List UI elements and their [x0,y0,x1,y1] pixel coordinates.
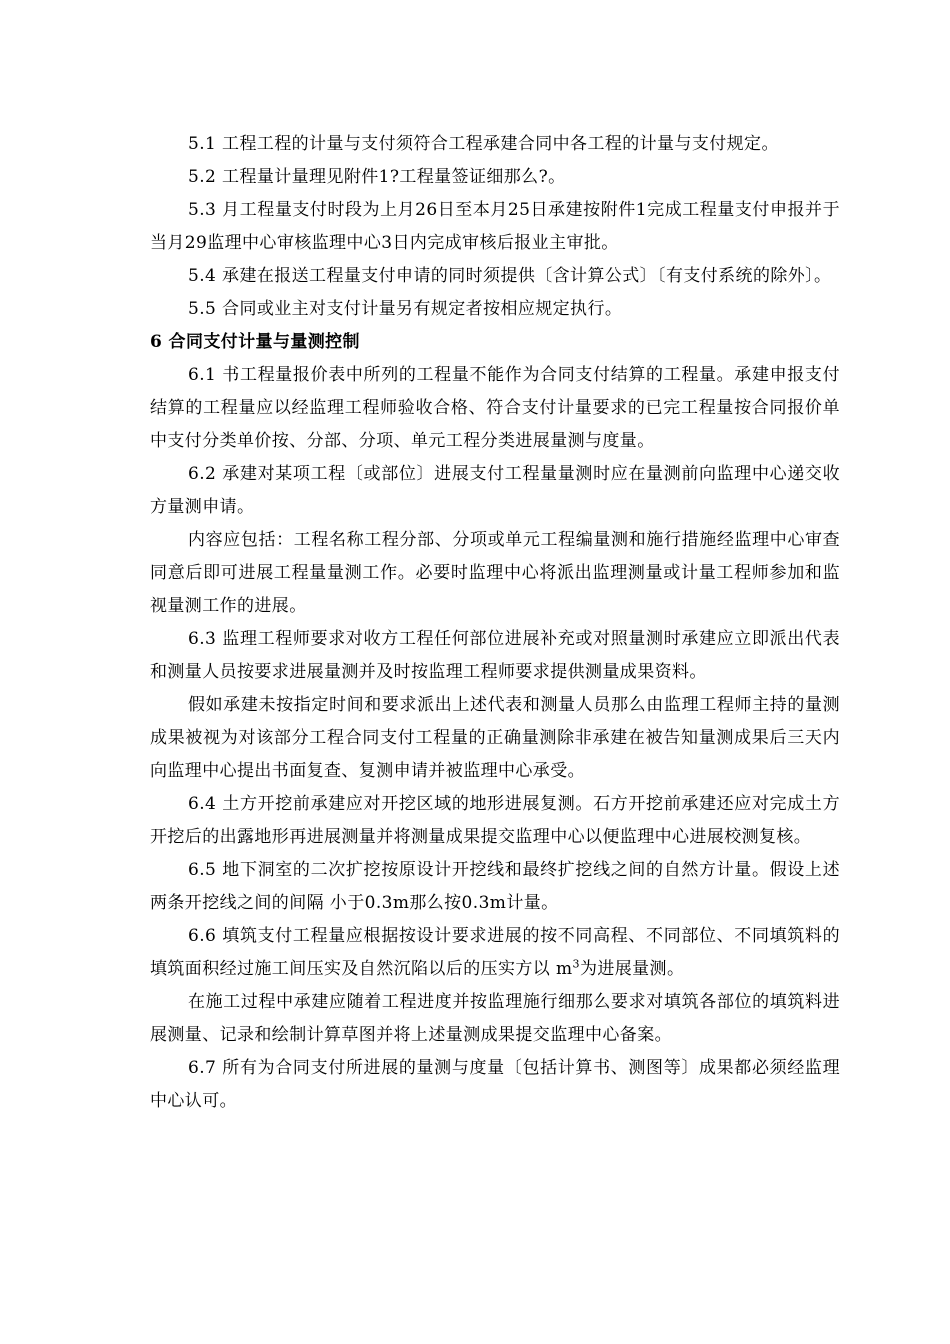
paragraph-6-6 [150,920,840,986]
paragraph-6-4: 6.4 土方开挖前承建应对开挖区域的地形进展复测。石方开挖前承建还应对完成土方开挖后的出露地形再进展测量并将测量成果提交监理中心以便监理中心进展校测复核。 [150,794,840,847]
paragraph-5-1: 5.1 工程工程的计量与支付须符合工程承建合同中各工程的计量与支付规定。 [188,134,779,154]
paragraph-6-6-tail: 为进展量测。 [579,959,685,979]
document-body [150,128,840,1118]
paragraph-6-5: 6.5 地下洞室的二次扩挖按原设计开挖线和最终扩挖线之间的自然方计量。假设上述两条开挖线之间的间隔 小于0.3m那么按0.3m计量。 [150,860,840,913]
paragraph-6-7: 6.7 所有为合同支付所进展的量测与度量〔包括计算书、测图等〕成果都必须经监理中心认可。 [150,1058,840,1111]
paragraph-6-2-content: 内容应包括：工程名称工程分部、分项或单元工程编量测和施行措施经监理中心审查同意后即可进展工程量量测工作。必要时监理中心将派出监理测量或计量工程师参加和监视量测工作的进展。 [150,530,840,616]
paragraph-6-1: 6.1 书工程量报价表中所列的工程量不能作为合同支付结算的工程量。承建申报支付结算的工程量应以经监理工程师验收合格、符合支付计量要求的已完工程量按合同报价单中支付分类单价按、分部、分项、单元工程分类进展量测与度量。 [150,365,840,451]
paragraph-6-2: 6.2 承建对某项工程〔或部位〕进展支付工程量量测时应在量测前向监理中心递交收方量测申请。 [150,464,840,517]
paragraph-5-5: 5.5 合同或业主对支付计量另有规定者按相应规定执行。 [188,299,623,319]
unit-exponent: 3 [572,957,580,971]
section-heading-6: 6 合同支付计量与量测控制 [150,332,360,352]
unit-cubic-meter [556,959,580,979]
paragraph-6-3-default: 假如承建未按指定时间和要求派出上述代表和测量人员那么由监理工程师主持的量测成果被视为对该部分工程合同支付工程量的正确量测除非承建在被告知量测成果后三天内向监理中心提出书面复查、复测申请并被监理中心承受。 [150,695,840,781]
paragraph-6-6-record: 在施工过程中承建应随着工程进度并按监理施行细那么要求对填筑各部位的填筑料进展测量、记录和绘制计算草图并将上述量测成果提交监理中心备案。 [150,992,840,1045]
paragraph-5-4: 5.4 承建在报送工程量支付申请的同时须提供〔含计算公式〕〔有支付系统的除外〕。 [188,266,832,286]
paragraph-5-2: 5.2 工程量计量理见附件1?工程量签证细那么?。 [188,167,566,187]
paragraph-5-3: 5.3 月工程量支付时段为上月26日至本月25日承建按附件1完成工程量支付申报并于当月29监理中心审核监理中心3日内完成审核后报业主审批。 [150,200,840,253]
unit-symbol: m [556,959,573,979]
paragraph-6-6-text: 6.6 填筑支付工程量应根据按设计要求进展的按不同高程、不同部位、不同填筑料的填筑面积经过施工间压实及自然沉陷以后的压实方以 [150,926,840,979]
paragraph-6-3: 6.3 监理工程师要求对收方工程任何部位进展补充或对照量测时承建应立即派出代表和测量人员按要求进展量测并及时按监理工程师要求提供测量成果资料。 [150,629,840,682]
